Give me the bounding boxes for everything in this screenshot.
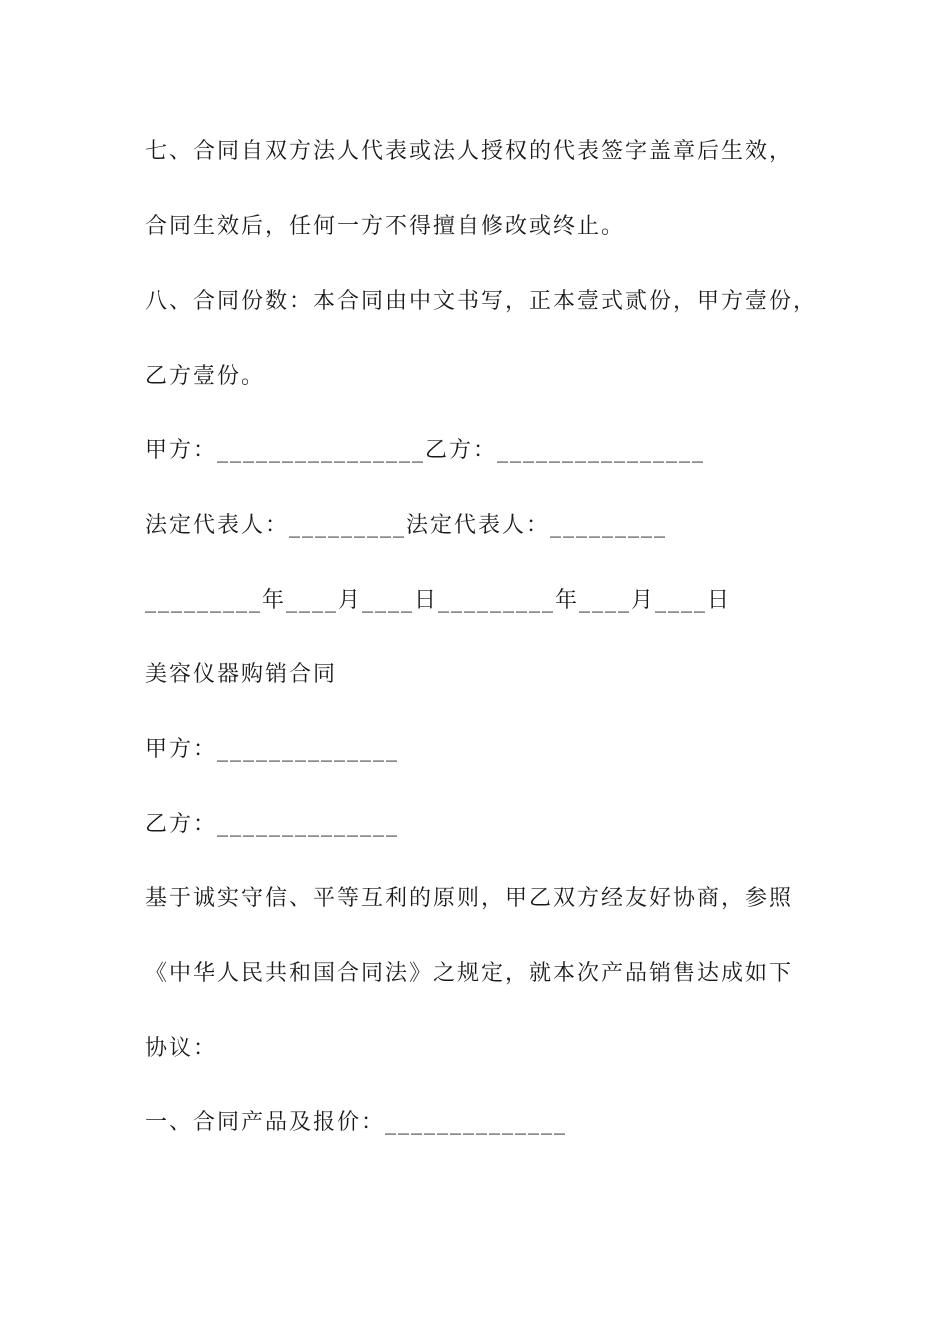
clause-8-line-2: 乙方壹份。 — [145, 364, 266, 389]
party-a-line: 甲方：______________ — [145, 737, 400, 762]
preamble-line-3: 协议： — [145, 1036, 218, 1061]
preamble-line-2: 《中华人民共和国合同法》之规定，就本次产品销售达成如下 — [145, 961, 794, 986]
preamble-line-1: 基于诚实守信、平等互利的原则，甲乙双方经友好协商，参照 — [145, 886, 794, 911]
clause-7-line-1: 七、合同自双方法人代表或法人授权的代表签字盖章后生效， — [145, 139, 794, 164]
date-line: _________年____月____日_________年____月____日 — [145, 588, 732, 613]
clause-8-line-1: 八、合同份数：本合同由中文书写，正本壹式贰份，甲方壹份， — [145, 289, 818, 314]
contract-title: 美容仪器购销合同 — [145, 662, 338, 687]
clause-7-line-2: 合同生效后，任何一方不得擅自修改或终止。 — [145, 214, 626, 239]
party-b-line: 乙方：______________ — [145, 812, 400, 837]
party-signature-line: 甲方：________________乙方：________________ — [145, 438, 706, 463]
legal-representative-line: 法定代表人：_________法定代表人：_________ — [145, 513, 668, 538]
clause-1-line: 一、合同产品及报价：______________ — [145, 1110, 568, 1135]
